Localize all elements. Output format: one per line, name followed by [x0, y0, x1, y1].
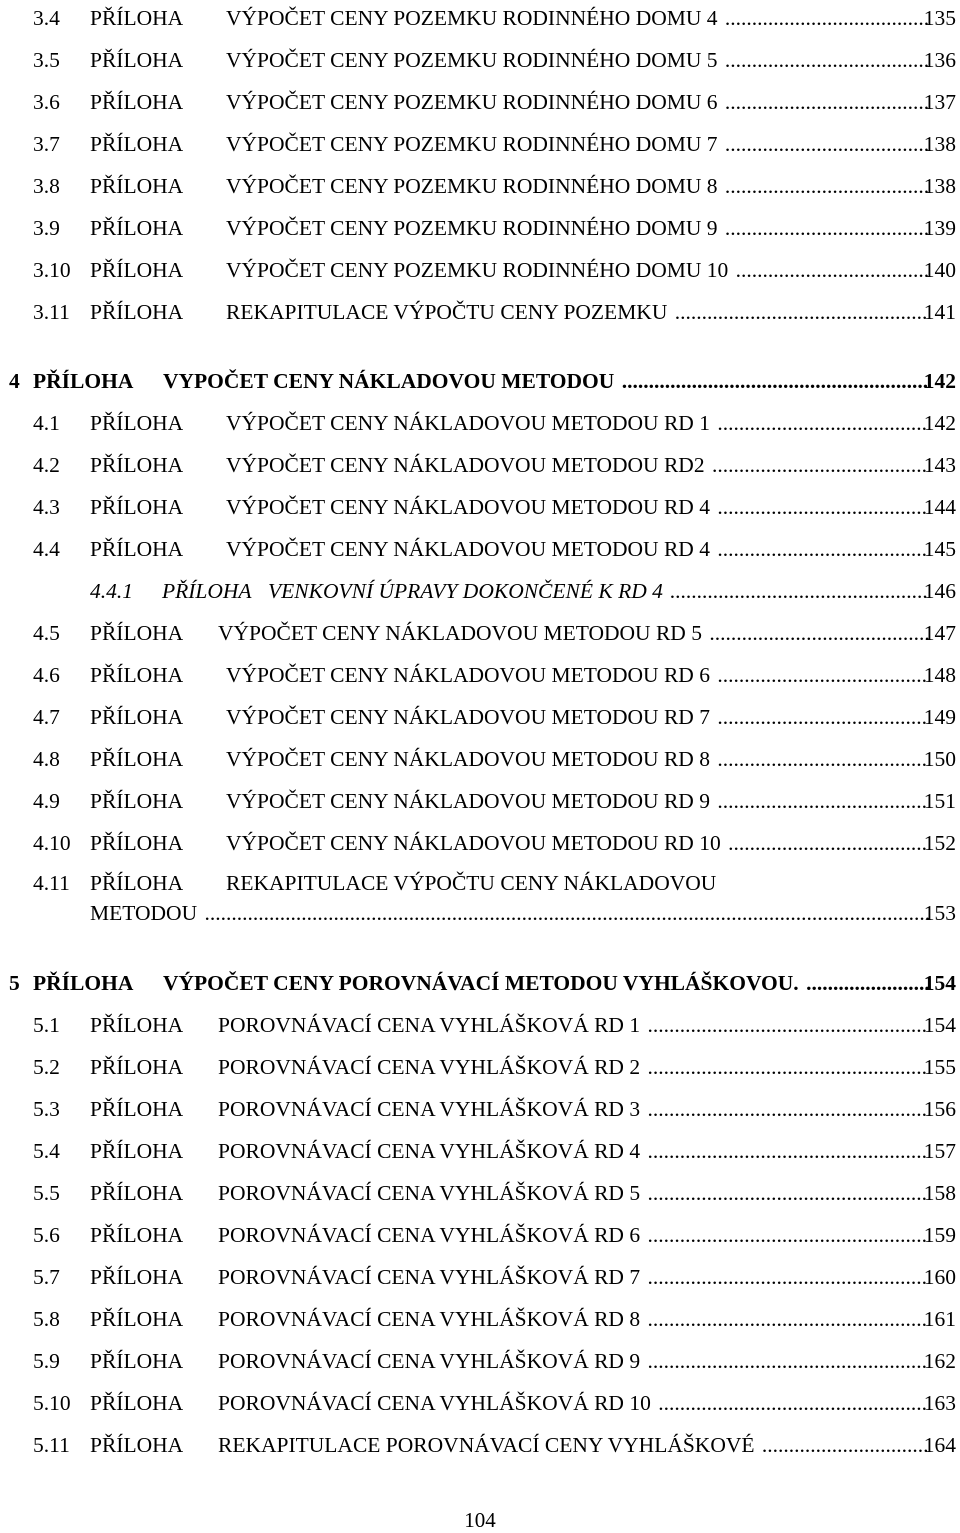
toc-entry[interactable] [0, 1388, 960, 1418]
toc-entry-number: 4.7 [33, 705, 60, 729]
toc-entry-page: 139 [923, 216, 956, 240]
toc-entry-page: 149 [923, 705, 956, 729]
toc-entry[interactable] [0, 576, 960, 606]
toc-entry-title: POROVNÁVACÍ CENA VYHLÁŠKOVÁ RD 5 ..... [218, 1178, 930, 1208]
toc-entry-title: VÝPOČET CENY NÁKLADOVOU METODOU RD 1 ..... [226, 408, 930, 438]
toc-entry-title: POROVNÁVACÍ CENA VYHLÁŠKOVÁ RD 10 ..... [218, 1388, 930, 1418]
toc-entry[interactable] [0, 1010, 960, 1040]
toc-entry[interactable] [0, 213, 960, 243]
toc-entry-number: 4.4 [33, 537, 60, 561]
toc-entry-label: PŘÍLOHA [90, 1139, 184, 1163]
toc-entry-title: VÝPOČET CENY NÁKLADOVOU METODOU RD 8 ..... [226, 744, 930, 774]
toc-entry-page: 141 [923, 300, 956, 324]
toc-entry-page: 146 [923, 579, 956, 603]
toc-entry[interactable] [0, 3, 960, 33]
toc-entry-page: 151 [923, 789, 956, 813]
toc-entry-page: 160 [923, 1265, 956, 1289]
toc-entry-label: PŘÍLOHA [90, 1055, 184, 1079]
toc-entry-title: POROVNÁVACÍ CENA VYHLÁŠKOVÁ RD 9 ..... [218, 1346, 930, 1376]
toc-entry-title: VÝPOČET CENY NÁKLADOVOU METODOU RD 7 ..... [226, 702, 930, 732]
toc-entry-label: PŘÍLOHA [90, 1391, 184, 1415]
toc-entry-number: 4 [9, 369, 20, 393]
toc-entry[interactable] [0, 618, 960, 648]
toc-entry-number: 3.10 [33, 258, 71, 282]
toc-entry-title: REKAPITULACE VÝPOČTU CENY POZEMKU ..... [226, 297, 930, 327]
toc-entry-page: 150 [923, 747, 956, 771]
toc-entry-number: 5.9 [33, 1349, 60, 1373]
toc-entry-page: 164 [923, 1433, 956, 1457]
toc-entry-page: 156 [923, 1097, 956, 1121]
toc-entry-number: 5.5 [33, 1181, 60, 1205]
toc-entry-number: 5.2 [33, 1055, 60, 1079]
toc-entry-label: PŘÍLOHA [90, 663, 184, 687]
toc-entry-number: 4.6 [33, 663, 60, 687]
toc-entry-label: PŘÍLOHA [90, 871, 184, 895]
toc-entry-label: PŘÍLOHA [90, 48, 184, 72]
toc-entry-number: 5.1 [33, 1013, 60, 1037]
toc-entry-title: VÝPOČET CENY POZEMKU RODINNÉHO DOMU 9 ..... [226, 213, 930, 243]
toc-entry-number: 4.2 [33, 453, 60, 477]
toc-entry-label: PŘÍLOHA [90, 216, 184, 240]
toc-entry-number: 5.11 [33, 1433, 70, 1457]
toc-entry-label: PŘÍLOHA [90, 621, 184, 645]
toc-entry-title: VÝPOČET CENY NÁKLADOVOU METODOU RD 4 ..... [226, 492, 930, 522]
toc-entry-title: POROVNÁVACÍ CENA VYHLÁŠKOVÁ RD 2 ..... [218, 1052, 930, 1082]
toc-entry-page: 147 [923, 621, 956, 645]
toc-entry-title: VÝPOČET CENY NÁKLADOVOU METODOU RD 10 ..... [226, 828, 930, 858]
toc-entry[interactable] [0, 828, 960, 858]
toc-entry-title: VÝPOČET CENY POZEMKU RODINNÉHO DOMU 7 ..... [226, 129, 930, 159]
toc-entry-label: PŘÍLOHA [90, 6, 184, 30]
toc-entry-page: 140 [923, 258, 956, 282]
toc-entry-page: 136 [923, 48, 956, 72]
toc-entry[interactable] [0, 129, 960, 159]
toc-entry-number: 4.1 [33, 411, 60, 435]
toc-entry-page: 158 [923, 1181, 956, 1205]
toc-entry-number: 5.8 [33, 1307, 60, 1331]
toc-entry-title: REKAPITULACE POROVNÁVACÍ CENY VYHLÁŠKOVÉ ..... [218, 1430, 930, 1460]
toc-entry-number: 4.9 [33, 789, 60, 813]
toc-entry-label: PŘÍLOHA [33, 971, 134, 995]
toc-entry-page: 154 [923, 1013, 956, 1037]
toc-entry-label: PŘÍLOHA [90, 1349, 184, 1373]
toc-entry-title: VENKOVNÍ ÚPRAVY DOKONČENÉ K RD 4 ..... [268, 576, 930, 606]
toc-entry-label: PŘÍLOHA [90, 1013, 184, 1037]
toc-entry-number: 3.5 [33, 48, 60, 72]
toc-entry-page: 153 [923, 901, 956, 925]
toc-entry[interactable] [0, 1094, 960, 1124]
toc-entry[interactable] [0, 660, 960, 690]
toc-entry-page: 142 [923, 369, 956, 393]
toc-entry-page: 152 [923, 831, 956, 855]
toc-entry-label: PŘÍLOHA [90, 495, 184, 519]
toc-entry-title: POROVNÁVACÍ CENA VYHLÁŠKOVÁ RD 4 ..... [218, 1136, 930, 1166]
toc-entry-label: PŘÍLOHA [90, 747, 184, 771]
toc-entry[interactable] [0, 1220, 960, 1250]
toc-entry-title: POROVNÁVACÍ CENA VYHLÁŠKOVÁ RD 8 ..... [218, 1304, 930, 1334]
toc-entry-page: 155 [923, 1055, 956, 1079]
toc-entry-label: PŘÍLOHA [90, 90, 184, 114]
toc-entry-page: 144 [923, 495, 956, 519]
toc-entry-title: VÝPOČET CENY POROVNÁVACÍ METODOU VYHLÁŠKOVOU. ..... [163, 968, 930, 998]
toc-entry-number: 3.6 [33, 90, 60, 114]
toc-entry[interactable] [0, 1304, 960, 1334]
toc-entry-title: VÝPOČET CENY POZEMKU RODINNÉHO DOMU 10 ..... [226, 255, 930, 285]
toc-entry-number: 4.11 [33, 871, 70, 895]
toc-entry[interactable] [0, 255, 960, 285]
toc-entry-number: 5.6 [33, 1223, 60, 1247]
toc-entry-number: 5.7 [33, 1265, 60, 1289]
toc-entry-label: PŘÍLOHA [90, 789, 184, 813]
toc-entry-page: 157 [923, 1139, 956, 1163]
toc-entry-page: 159 [923, 1223, 956, 1247]
toc-entry-number: 5.4 [33, 1139, 60, 1163]
toc-entry-title: VÝPOČET CENY POZEMKU RODINNÉHO DOMU 8 ..... [226, 171, 930, 201]
toc-entry-label: PŘÍLOHA [162, 579, 252, 603]
toc-entry-page: 161 [923, 1307, 956, 1331]
toc-entry-title: VÝPOČET CENY POZEMKU RODINNÉHO DOMU 5 ..... [226, 45, 930, 75]
toc-entry-page: 138 [923, 132, 956, 156]
toc-entry-label: PŘÍLOHA [33, 369, 134, 393]
toc-entry[interactable] [0, 1178, 960, 1208]
toc-entry-page: 148 [923, 663, 956, 687]
toc-entry-label: PŘÍLOHA [90, 411, 184, 435]
toc-entry-label: PŘÍLOHA [90, 1181, 184, 1205]
toc-entry-page: 145 [923, 537, 956, 561]
toc-entry-title: VYPOČET CENY NÁKLADOVOU METODOU ..... [163, 366, 930, 396]
toc-entry[interactable] [0, 408, 960, 438]
toc-entry-title: POROVNÁVACÍ CENA VYHLÁŠKOVÁ RD 3 ..... [218, 1094, 930, 1124]
toc-entry-number: 5.10 [33, 1391, 71, 1415]
toc-entry-label: PŘÍLOHA [90, 1097, 184, 1121]
toc-entry-label: PŘÍLOHA [90, 258, 184, 282]
toc-entry-title: METODOU ..... [90, 898, 930, 928]
toc-entry-number: 4.3 [33, 495, 60, 519]
toc-entry-number: 4.8 [33, 747, 60, 771]
toc-entry-page: 135 [923, 6, 956, 30]
toc-entry-label: PŘÍLOHA [90, 705, 184, 729]
toc-entry[interactable] [0, 297, 960, 327]
toc-entry-title: POROVNÁVACÍ CENA VYHLÁŠKOVÁ RD 1 ..... [218, 1010, 930, 1040]
toc-entry-title: VÝPOČET CENY POZEMKU RODINNÉHO DOMU 4 ..... [226, 3, 930, 33]
toc-entry-page: 142 [923, 411, 956, 435]
toc-entry[interactable] [0, 492, 960, 522]
toc-entry-number: 4.10 [33, 831, 71, 855]
toc-entry[interactable] [0, 871, 960, 928]
toc-entry-number: 3.4 [33, 6, 60, 30]
toc-entry[interactable] [0, 45, 960, 75]
toc-entry-label: PŘÍLOHA [90, 537, 184, 561]
toc-entry-title: VÝPOČET CENY NÁKLADOVOU METODOU RD 6 ..... [226, 660, 930, 690]
toc-entry[interactable] [0, 1136, 960, 1166]
toc-entry-label: PŘÍLOHA [90, 174, 184, 198]
toc-entry-number: 3.7 [33, 132, 60, 156]
toc-entry-number: 3.9 [33, 216, 60, 240]
toc-entry-title-line1: REKAPITULACE VÝPOČTU CENY NÁKLADOVOU [226, 871, 717, 895]
toc-entry-label: PŘÍLOHA [90, 1265, 184, 1289]
toc-entry-number: 5.3 [33, 1097, 60, 1121]
toc-entry-label: PŘÍLOHA [90, 453, 184, 477]
toc-entry[interactable] [0, 1262, 960, 1292]
toc-entry-label: PŘÍLOHA [90, 132, 184, 156]
toc-entry-label: PŘÍLOHA [90, 1223, 184, 1247]
toc-entry-number: 4.5 [33, 621, 60, 645]
toc-entry[interactable] [0, 968, 960, 998]
toc-entry[interactable] [0, 171, 960, 201]
toc-entry[interactable] [0, 534, 960, 564]
toc-entry-number: 5 [9, 971, 20, 995]
toc-entry-title: VÝPOČET CENY NÁKLADOVOU METODOU RD 5 ..... [218, 618, 930, 648]
toc-entry[interactable] [0, 702, 960, 732]
toc-entry-page: 163 [923, 1391, 956, 1415]
toc-entry-label: PŘÍLOHA [90, 1433, 184, 1457]
toc-entry-number: 3.11 [33, 300, 70, 324]
toc-entry-page: 154 [923, 971, 956, 995]
toc-entry-number: 3.8 [33, 174, 60, 198]
page-number: 104 [464, 1508, 496, 1532]
toc-entry-page: 162 [923, 1349, 956, 1373]
toc-entry-label: PŘÍLOHA [90, 1307, 184, 1331]
toc-entry-title: VÝPOČET CENY NÁKLADOVOU METODOU RD2 ..... [226, 450, 930, 480]
toc-entry-title: POROVNÁVACÍ CENA VYHLÁŠKOVÁ RD 7 ..... [218, 1262, 930, 1292]
toc-entry[interactable] [0, 366, 960, 396]
toc-entry[interactable] [0, 1052, 960, 1082]
toc-entry[interactable] [0, 1430, 960, 1460]
toc-entry[interactable] [0, 450, 960, 480]
toc-entry-page: 143 [923, 453, 956, 477]
toc-entry-page: 137 [923, 90, 956, 114]
toc-entry-title: POROVNÁVACÍ CENA VYHLÁŠKOVÁ RD 6 ..... [218, 1220, 930, 1250]
toc-entry-number: 4.4.1 [90, 579, 133, 603]
toc-entry[interactable] [0, 1346, 960, 1376]
toc-entry-label: PŘÍLOHA [90, 300, 184, 324]
toc-entry-title: VÝPOČET CENY NÁKLADOVOU METODOU RD 9 ..... [226, 786, 930, 816]
toc-entry[interactable] [0, 87, 960, 117]
toc-entry[interactable] [0, 786, 960, 816]
toc-entry[interactable] [0, 744, 960, 774]
toc-entry-title: VÝPOČET CENY POZEMKU RODINNÉHO DOMU 6 ..... [226, 87, 930, 117]
toc-entry-label: PŘÍLOHA [90, 831, 184, 855]
toc-entry-title: VÝPOČET CENY NÁKLADOVOU METODOU RD 4 ..... [226, 534, 930, 564]
toc-entry-page: 138 [923, 174, 956, 198]
